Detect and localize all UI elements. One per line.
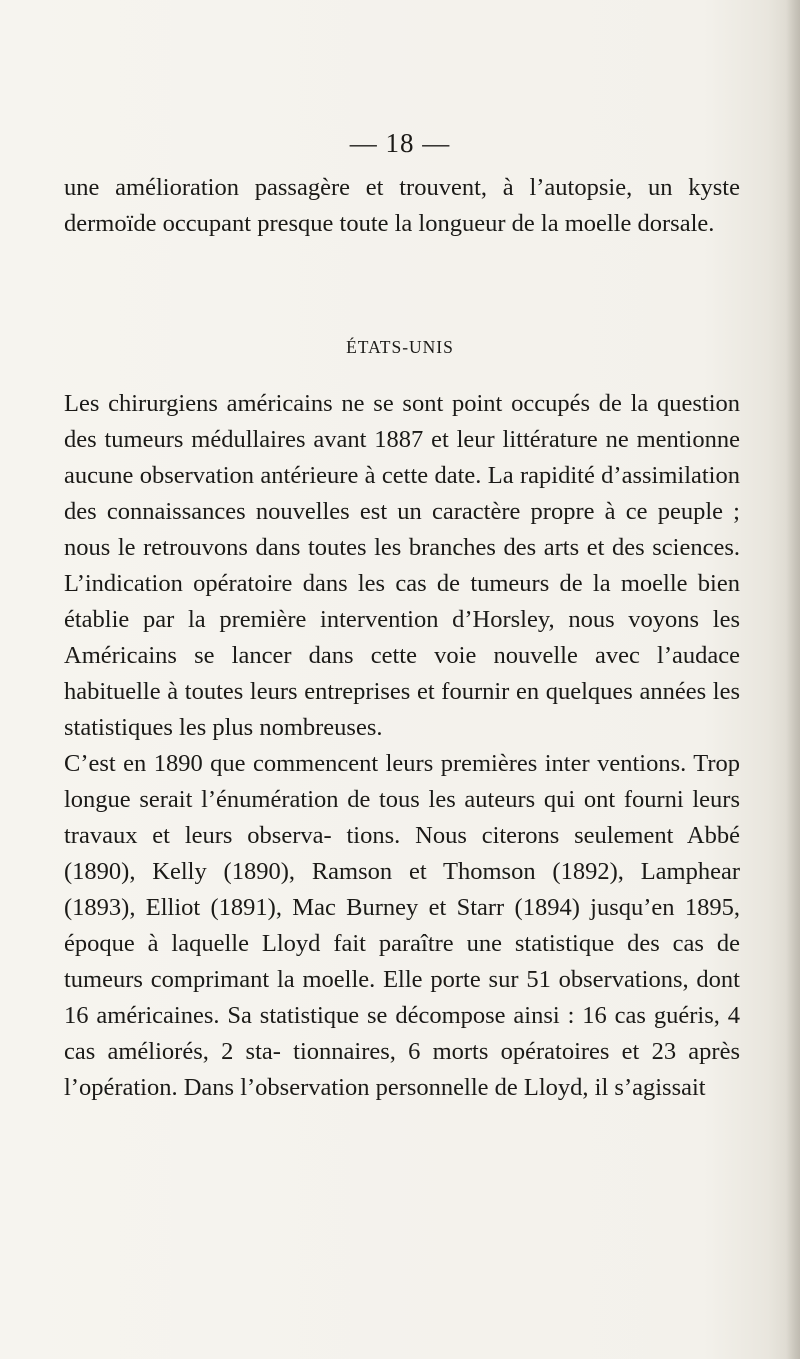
body-text [64,386,740,1106]
paragraph-2: C’est en 1890 que commencent leurs premières inter ventions. Trop longue serait l’énumération de tous les auteurs qui ont fourni leurs travaux et leurs observa- tions. Nous citerons seulement Abbé (1890), Kelly (1890), Ramson et Thomson (1892), Lamphear (1893), Elliot (1891), Mac Burney et Starr (1894) jusqu’en 1895, époque à laquelle Lloyd fait paraître une statistique des cas de tumeurs comprimant la moelle. Elle porte sur 51 observations, dont 16 américaines. Sa statistique se décompose ainsi : 16 cas guéris, 4 cas améliorés, 2 sta- tionnaires, 6 morts opératoires et 23 après l’opération. Dans l’observation personnelle de Lloyd, il s’agissait [64,750,740,1101]
page-number: — 18 — [349,128,451,158]
page-edge-shadow [786,0,800,1359]
paragraph-1: Les chirurgiens américains ne se sont point occupés de la question des tumeurs médullaires avant 1887 et leur littérature ne mentionne aucune observation antérieure à cette date. La rapidité d’assimilation des connaissances nouvelles est un caractère propre à ce peuple ; nous le retrouvons dans toutes les branches des arts et des sciences. L’indication opératoire dans les cas de tumeurs de la moelle bien établie par la première intervention d’Horsley, nous voyons les Américains se lancer dans cette voie nouvelle avec l’audace habituelle à toutes leurs entreprises et fournir en quelques années les statistiques les plus nombreuses. [64,390,740,741]
section-heading: ÉTATS-UNIS [346,337,454,357]
intro-paragraph: une amélioration passagère et trouvent, à l’autopsie, un kyste dermoïde occupant presque toute la longueur de la moelle dorsale. [64,174,740,237]
